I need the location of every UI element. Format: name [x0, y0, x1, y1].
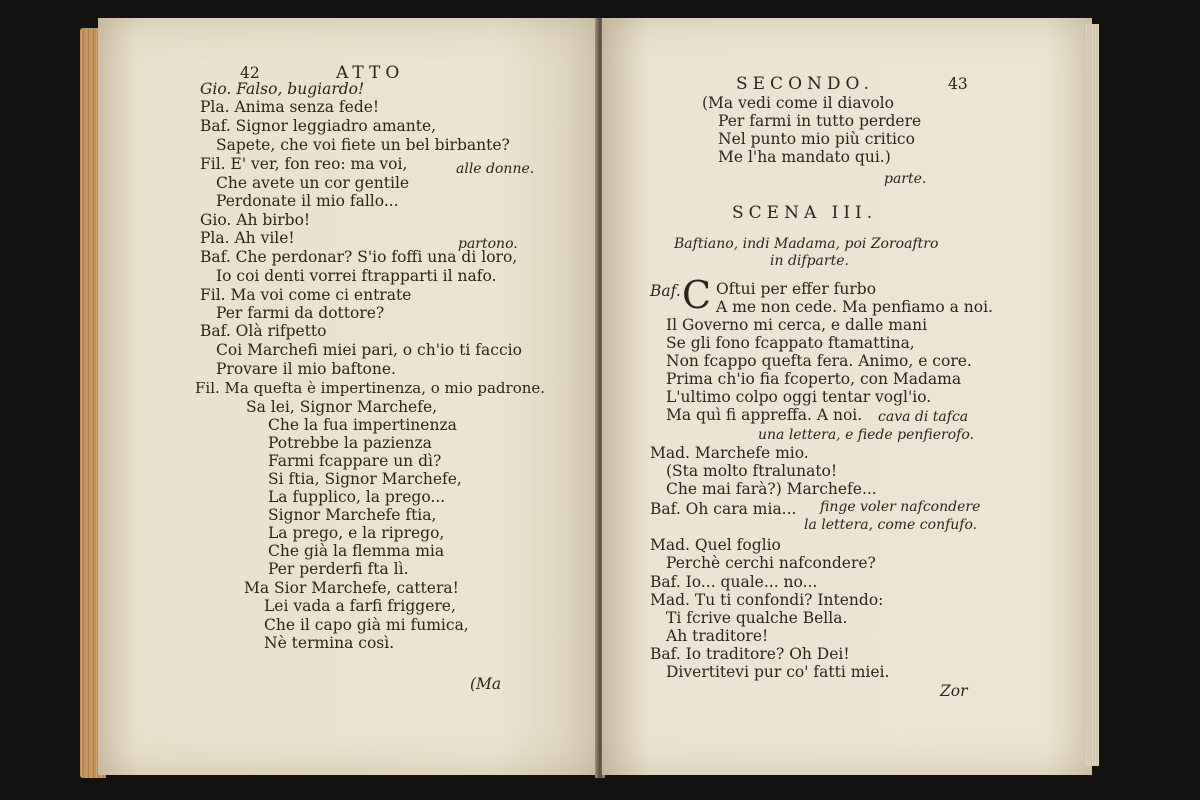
text-line: Che mai farà?) Marchefe...: [666, 480, 877, 498]
text-line: Baf. Io... quale... no...: [650, 573, 818, 591]
text-line: (Ma vedi come il diavolo: [702, 94, 894, 112]
text-line: Fil. E' ver, fon reo: ma voi,: [200, 155, 408, 173]
text-line: Nè termina così.: [264, 634, 395, 652]
text-line: Il Governo mi cerca, e dalle mani: [666, 316, 928, 334]
text-line: Mad. Quel foglio: [650, 536, 781, 554]
text-line: La fupplico, la prego...: [268, 488, 446, 506]
text-line: Gio. Ah birbo!: [200, 211, 311, 229]
text-line: Per perderfi fta lì.: [268, 560, 409, 578]
text-line: Sapete, che voi fiete un bel birbante?: [216, 136, 510, 154]
text-line: Lei vada a farfi friggere,: [264, 597, 456, 615]
text-line: Per farmi da dottore?: [216, 304, 385, 322]
text-line: Perdonate il mio fallo...: [216, 192, 399, 210]
stage-direction: la lettera, come confufo.: [804, 517, 978, 533]
text-line: Nel punto mio più critico: [718, 130, 915, 148]
text-line: Signor Marchefe ftia,: [268, 506, 437, 524]
left-page-number: 42: [240, 64, 260, 82]
text-line: Prima ch'io fia fcoperto, con Madama: [666, 370, 962, 388]
right-page-number: 43: [948, 75, 968, 93]
text-line: Mad. Marchefe mio.: [650, 444, 809, 462]
right-running-head: SECONDO.: [736, 74, 874, 94]
text-line: A me non cede. Ma penfiamo a noi.: [716, 298, 993, 316]
text-line: La prego, e la riprego,: [268, 524, 445, 542]
text-line: Divertitevi pur co' fatti miei.: [666, 663, 890, 681]
text-line: Che la fua impertinenza: [268, 416, 457, 434]
text-line: Baf. Signor leggiadro amante,: [200, 117, 437, 135]
text-line: L'ultimo colpo oggi tentar vogl'io.: [666, 388, 932, 406]
text-line: (Sta molto ftralunato!: [666, 462, 838, 480]
text-line: Mad. Tu ti confondi? Intendo:: [650, 591, 884, 609]
text-line: Sa lei, Signor Marchefe,: [246, 398, 438, 416]
text-line: Non fcappo quefta fera. Animo, e core.: [666, 352, 972, 370]
catchword: Zor: [940, 682, 968, 700]
text-line: Ah traditore!: [666, 627, 769, 645]
text-line: Me l'ha mandato qui.): [718, 148, 891, 166]
text-line: Se gli fono fcappato ftamattina,: [666, 334, 915, 352]
text-line: Ma quì fi appreffa. A noi.: [666, 406, 863, 424]
text-line: Io coi denti vorrei ftrapparti il nafo.: [216, 267, 497, 285]
text-line: Coi Marchefi miei pari, o ch'io ti faccio: [216, 341, 522, 359]
text-line: Perchè cerchi nafcondere?: [666, 554, 876, 572]
open-book: [80, 18, 1105, 778]
text-line: Baf. Io traditore? Oh Dei!: [650, 645, 850, 663]
text-line: Fil. Ma voi come ci entrate: [200, 286, 412, 304]
scene-characters: in difparte.: [770, 253, 849, 269]
speaker-label: Baf.: [650, 282, 681, 300]
text-line: Farmi fcappare un dì?: [268, 452, 442, 470]
stage-direction: cava di tafca: [878, 409, 969, 425]
text-line: Baf. Olà rifpetto: [200, 322, 327, 340]
text-line: Ti fcrive qualche Bella.: [666, 609, 848, 627]
stage-direction: partono.: [458, 236, 518, 252]
text-line: Per farmi in tutto perdere: [718, 112, 922, 130]
left-page: [98, 18, 598, 775]
text-line: Provare il mio baftone.: [216, 360, 396, 378]
drop-cap: C: [682, 273, 712, 317]
catchword: (Ma: [470, 675, 502, 693]
text-line: Ma Sior Marchefe, cattera!: [244, 579, 459, 597]
text-line: Si ftia, Signor Marchefe,: [268, 470, 462, 488]
text-line: Baf. Che perdonar? S'io foffi una di loro,: [200, 248, 518, 266]
text-line: Oftui per effer furbo: [716, 280, 877, 298]
right-page: [602, 18, 1092, 775]
stage-direction: una lettera, e fiede penfierofo.: [758, 427, 974, 443]
text-line: Pla. Ah vile!: [200, 229, 295, 247]
book-edge-right: [1085, 24, 1099, 766]
text-line: Potrebbe la pazienza: [268, 434, 432, 452]
text-line: Che già la flemma mia: [268, 542, 445, 560]
text-line: Che avete un cor gentile: [216, 174, 410, 192]
stage-direction: alle donne.: [456, 161, 535, 177]
text-line: Baf. Oh cara mia...: [650, 500, 797, 518]
text-line: Fil. Ma quefta è impertinenza, o mio padrone.: [195, 379, 546, 397]
stage-direction: parte.: [884, 171, 927, 187]
scene-characters: Baftiano, indi Madama, poi Zoroaftro: [674, 236, 939, 252]
text-line: Che il capo già mi fumica,: [264, 616, 469, 634]
stage-direction: finge voler nafcondere: [820, 499, 981, 515]
left-running-head: ATTO: [336, 63, 405, 83]
text-line: Gio. Falso, bugiardo!: [200, 80, 365, 98]
scene-heading: SCENA III.: [732, 203, 878, 223]
text-line: Pla. Anima senza fede!: [200, 98, 380, 116]
